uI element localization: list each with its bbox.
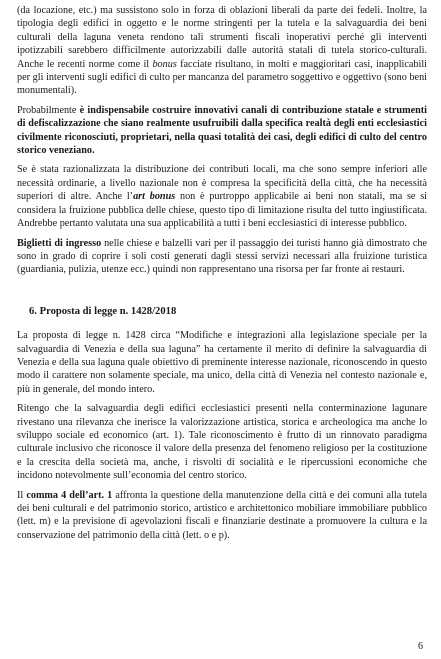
biglietti-di-ingresso-term: Biglietti di ingresso — [17, 237, 102, 249]
paragraph-6 — [17, 402, 427, 482]
paragraph-5-text: La proposta di legge n. 1428 circa “Modifiche e integrazioni alla legislazione speciale per la salvaguardia di Venezia e della sua laguna” ha certamente il merito di definire la salvaguardia di Venezia e della sua laguna quale obiettivo di preminente interesse nazionale, riconoscendo in questo modo il carattere non solamente speciale, ma unico, della città di Venezia nel contesto nazionale e, più in generale, del mondo intero. — [17, 330, 427, 395]
paragraph-2-lead: Probabilmente — [17, 104, 80, 116]
paragraph-7-lead: Il — [17, 489, 27, 501]
paragraph-7 — [17, 489, 427, 543]
paragraph-3 — [17, 163, 427, 230]
paragraph-5 — [17, 329, 427, 396]
document-page — [17, 4, 427, 542]
paragraph-3-text: Se è stata razionalizzata la distribuzione dei contributi locali, ma che sono sempre inferiori alle necessità ordinarie, a livello nazionale non è compresa la specificità della città, che ha necessità superiori di altre. Anche l’ — [17, 164, 427, 203]
bonus-italic-term: bonus — [152, 58, 177, 70]
paragraph-1-text-end: facciate risultano, in molti e maggioritari casi, inapplicabili per gli interventi sugli edifici di culto per mancanza del parametro soggettivo e oggettivo (sono beni monumentali). — [17, 58, 427, 97]
paragraph-4 — [17, 237, 427, 277]
paragraph-2-bold-statement: è indispensabile costruire innovativi canali di contribuzione statale e strumenti di defiscalizzazione che siano realmente usufruibili dalla specifica realtà degli enti ecclesiastici civilmente riconosciuti, proprietari, nella quasi totalità dei casi, degli edifici di culto del centro storico veneziano. — [17, 104, 427, 157]
paragraph-1 — [17, 4, 427, 98]
paragraph-1-text: (da locazione, etc.) ma sussistono solo in forza di oblazioni liberali da parte dei fedeli. Inoltre, la tipologia degli edifici in oggetto e le norme stringenti per la tutela e la salvaguardia dei beni culturali della laguna veneta rendono tali strumenti fiscali inoperativi perché gli interventi ipotizzabili sarebbero difficilmente autorizzabili dalle autorità statali di tutela storico-culturali. Anche le recenti norme come il — [17, 5, 427, 70]
page-number: 6 — [418, 641, 423, 652]
art-bonus-term: art bonus — [133, 191, 176, 203]
paragraph-3-text-end: non è purtroppo applicabile ai beni non statali, ma se si considera la fruizione pubblica delle chiese, questo tipo di limitazione risulta del tutto ingiustificata. Andrebbe pertanto valutata una sua applicabilità a tutti i beni ecclesiastici di interesse pubblico. — [17, 191, 428, 230]
section-heading: 6. Proposta di legge n. 1428/2018 — [29, 305, 177, 317]
comma-4-art-1-term: comma 4 dell’art. 1 — [26, 489, 113, 501]
paragraph-2 — [17, 104, 427, 158]
paragraph-6-text: Ritengo che la salvaguardia degli edifici ecclesiastici presenti nella conterminazione lagunare rivestano una rilevanza che inerisce la valorizzazione artistica, storica e archeologica ma anche lo sviluppo sociale ed economico (art. 1). Tale riconoscimento è frutto di un rinnovato paradigma culturale inclusivo che riconosce il valore della presenza del fenomeno religioso per la costituzione e la crescita della società ma, anche, i risvolti di socialità e le ripercussioni economiche che incidono notevolmente sull’economia del centro storico. — [17, 403, 427, 482]
paragraph-7-text: affronta la questione della manutenzione della città e dei comuni alla tutela dei beni culturali e del patrimonio storico, artistico e architettonico mobiliare immobiliare pubblico (lett. m) e la previsione di agevolazioni fiscali e finanziarie destinate a promuovere la cultura e la conservazione del patrimonio della città (lett. o e p). — [17, 489, 427, 541]
paragraph-4-text: nelle chiese e balzelli vari per il passaggio dei turisti hanno già dimostrato che sono in grado di coprire i soli costi generati dagli stessi servizi necessari alla fruizione turistica (guardiania, pulizia, utenze ecc.) quindi non rappresentano una risorsa per far fronte ai restauri. — [17, 237, 427, 276]
